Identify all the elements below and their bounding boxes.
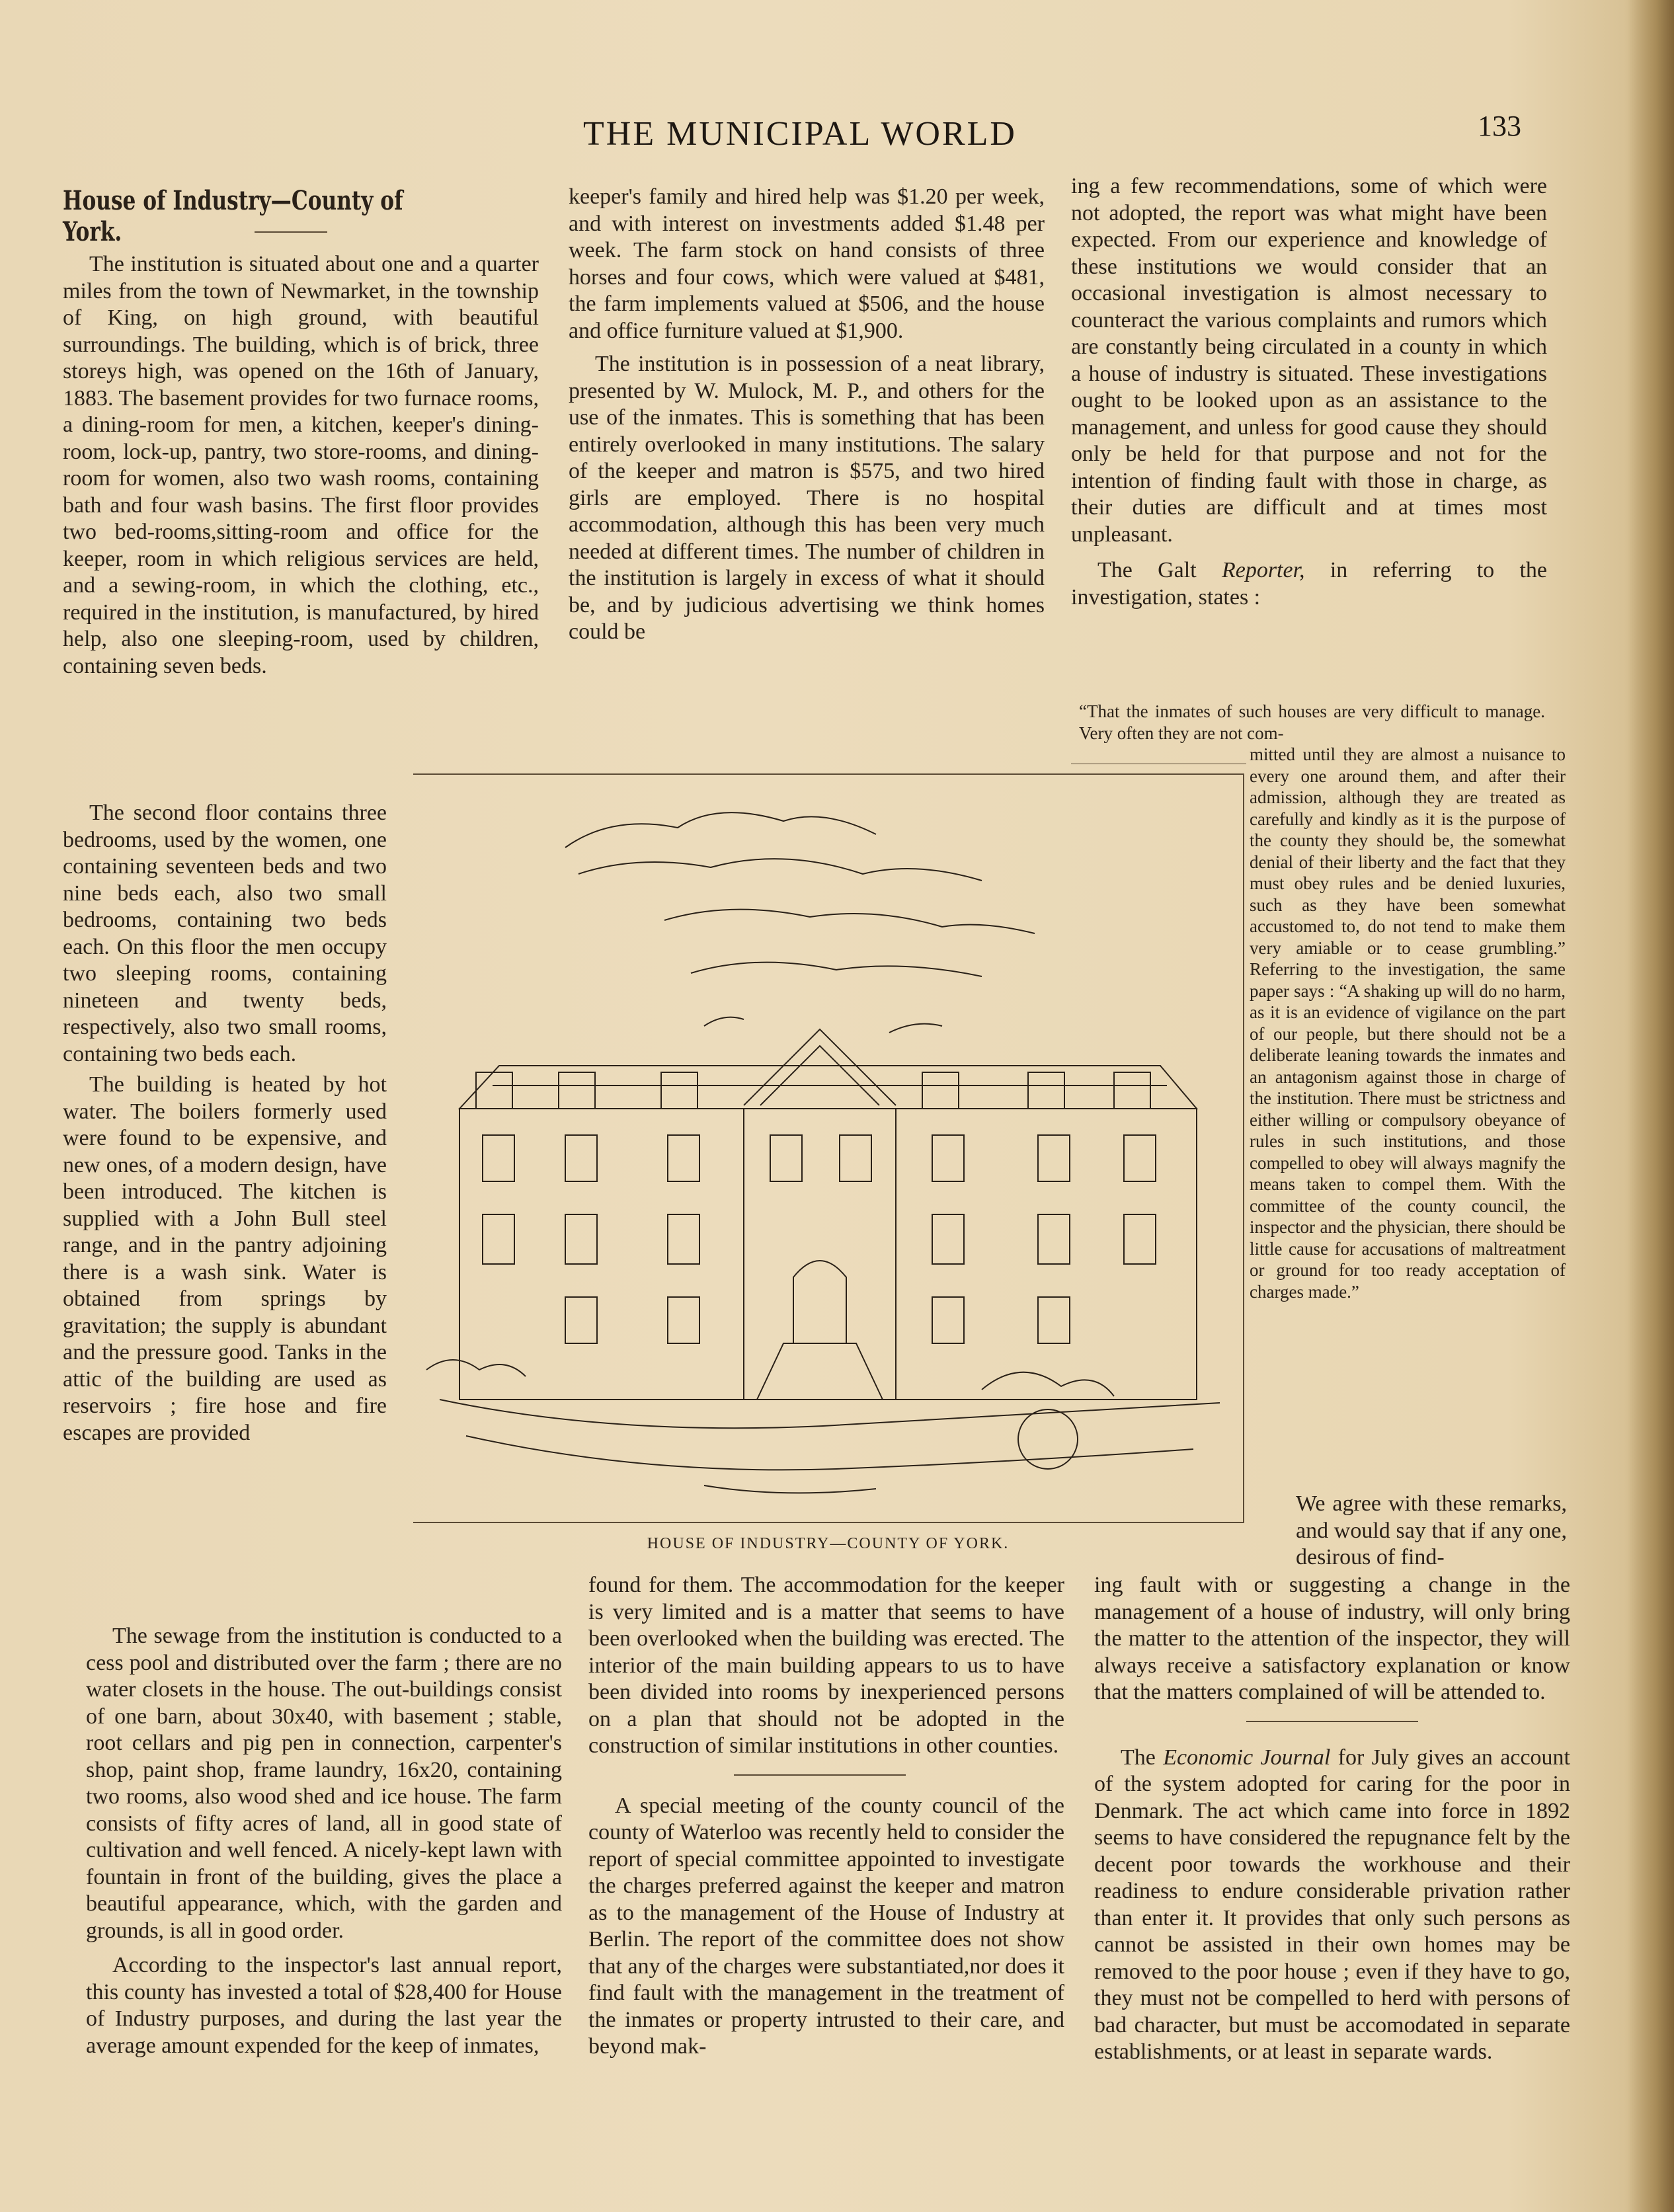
house-of-industry-engraving <box>413 775 1243 1522</box>
illustration-caption: HOUSE OF INDUSTRY—COUNTY OF YORK. <box>647 1535 1010 1552</box>
article-column-3-lower <box>1094 1572 1570 2066</box>
journal-name: Economic Journal <box>1163 1745 1331 1770</box>
paragraph: keeper's family and hired help was $1.20 per week, and with interest on investments added $1.48 per week. The farm stock on hand consists of three horses and four cows, which were valued at $481, the farm implements valued at $506, and the house and office furniture valued at $1,900. <box>569 184 1045 343</box>
paragraph <box>1071 557 1547 611</box>
paragraph: A special meeting of the county council of the county of Waterloo was recently held to consider the report of special committee appointed to investigate the charges preferred against the keeper and matron as to the management of the House of Industry at Berlin. The report of the committee does not show that any of the charges were substantiated,nor does it find fault with the management in the treatment of the inmates or property intrusted to their care, and beyond mak- <box>588 1793 1064 2059</box>
paragraph: The institution is situated about one and a quarter miles from the town of Newmarket, in the township of King, on high ground, with beautiful surroundings. The building, which is of brick, three storeys high, was opened on the 16th of January, 1883. The basement provides for two furnace rooms, a dining-room for men, a kitchen, keeper's dining-room, lock-up, pantry, two store-rooms, and dining-room for women, also two wash rooms, containing bath and four wash basins. The first floor provides two bed-rooms,sitting-room and office for the keeper, room in which religious services are held, and a sewing-room, in which the clothing, etc., required in the institution, is manufactured, by hired help, also one sleeping-room, used by children, containing seven beds. <box>63 252 539 678</box>
publication-title: THE MUNICIPAL WORLD <box>583 115 1017 153</box>
article-column-1-lower <box>86 1623 562 2059</box>
article-column-3 <box>1071 173 1547 611</box>
page-number: 133 <box>1478 110 1521 142</box>
quotation-start: “That the inmates of such houses are very difficult to manage. Very often they are not com- <box>1079 701 1545 743</box>
text-span: The Galt <box>1097 558 1222 582</box>
paragraph: The institution is in possession of a neat library, presented by W. Mulock, M. P., and others for the use of the inmates. This is something that has been entirely overlooked in many institutions. The salary of the keeper and matron is $575, and two hired girls are employed. There is no hospital accommodation, although this has been very much needed at different times. The number of children in the institution is largely in excess of what it should be, and by judicious advertising we think homes could be <box>569 352 1045 644</box>
paragraph-indented: We agree with these remarks, and would say that if any one, desirous of find- <box>1296 1491 1567 1569</box>
article-title: House of Industry—County of York. <box>63 185 403 247</box>
section-divider <box>1246 1721 1418 1722</box>
paragraph: The building is heated by hot water. The boilers formerly used were found to be expensive, and new ones, of a modern design, have been introduced. The kitchen is supplied with a John Bull steel range, and in the pantry adjoining there is a wash sink. Water is obtained from springs by gravitation; the supply is abundant and the pressure good. Tanks in the attic of the building are used as reservoirs ; fire hose and fire escapes are provided <box>63 1072 387 1445</box>
article-column-2-lower <box>588 1572 1064 2061</box>
paragraph: ing fault with or suggesting a change in the management of a house of industry, will only bring the matter to the attention of the inspector, they will always receive a satisfactory explanation or know that the matters complained of will be attended to. <box>1094 1573 1570 1704</box>
section-divider <box>734 1774 906 1776</box>
article-column-1 <box>63 251 539 680</box>
paragraph: found for them. The accommodation for the keeper is very limited and is a matter that seems to have been overlooked when the building was erected. The interior of the main building appears to us to have been divided into rooms by inexperienced persons on a plan that should not be adopted in the construction of similar institutions in other counties. <box>588 1573 1064 1758</box>
text-span: The <box>1121 1745 1164 1770</box>
text-span: for July gives an account of the system adopted for caring for the poor in Denmark. The act which came into force in 1892 seems to have considered the repugnance felt by the decent poor towards the workhouse and their readiness to endure considerable privation rather than enter it. It provides that only such persons as cannot be assisted in their own homes may be removed to the poor house ; even if they have to go, they must not be compelled to herd with persons of bad character, but must be accomodated in separate establishments, or at least in separate wards. <box>1094 1745 1570 2064</box>
paragraph: The second floor contains three bedrooms, used by the women, one containing seventeen beds and two nine beds each, also two small bedrooms, containing two beds each. On this floor the men occupy two sleeping rooms, containing nineteen and twenty beds, respectively, also two small rooms, containing two beds each. <box>63 801 387 1066</box>
title-rule <box>255 231 327 233</box>
paragraph: The sewage from the institution is conducted to a cess pool and distributed over the farm ; there are no water closets in the house. The out-buildings consist of one barn, about 30x40, with basement ; stable, root cellars and pig pen in connection, carpenter's shop, paint shop, frame laundry, 16x20, containing two rooms, also wood shed and ice house. The farm consists of fifty acres of land, all in good state of cultivation and well fenced. A nicely-kept lawn with fountain in front of the building, gives the place a beautiful appearance, which, with the garden and grounds, is all in good order. <box>86 1624 562 1943</box>
paragraph: ing a few recommendations, some of which were not adopted, the report was what might have been expected. From our experience and knowledge of these institutions we would consider that an occasional investigation is almost necessary to counteract the various complaints and rumors which are constantly being circulated in a county in which a house of industry is situated. These investigations ought to be looked upon as an assistance to the management, and unless for good cause they should only be held for that purpose and not for the intention of finding fault with those in charge, as their duties are difficult and at times most unpleasant. <box>1071 174 1547 547</box>
article-column-2 <box>569 184 1045 646</box>
newspaper-name: Reporter, <box>1221 558 1305 582</box>
paragraph <box>1094 1745 1570 2066</box>
paragraph: According to the inspector's last annual report, this county has invested a total of $28,400 for House of Industry purposes, and during the last year the average amount expended for the keep of inmates, <box>86 1953 562 2058</box>
page-header <box>0 109 1674 162</box>
text-span: in referring to the investigation, states : <box>1071 558 1547 610</box>
page-spine-shadow <box>1628 0 1674 2212</box>
article-column-1-narrow <box>63 800 387 1446</box>
quotation-continued: mitted until they are almost a nuisance to every one around them, and after their admission, although they are treated as carefully and kindly as it is the purpose of the county they should be, the somewhat denial of their liberty and the fact that they must obey rules and be denied luxuries, such as they have been somewhat accustomed to, do not tend to make them very amiable or to cease grumbling.” Referring to the investigation, the same paper says : “A shaking up will do no harm, as it is an evidence of vigilance on the part of our people, but there should not be a deliberate leaning towards the inmates and an antagonism against those in charge of the institution. There must be strictness and either willing or compulsory obeyance of rules in such institutions, and those compelled to obey will always magnify the means taken to compel them. With the committee of the county council, the inspector and the physician, there should be little cause for accusations of maltreatment or ground for too ready acceptation of charges made.” <box>1250 744 1566 1302</box>
building-illustration <box>413 773 1244 1523</box>
